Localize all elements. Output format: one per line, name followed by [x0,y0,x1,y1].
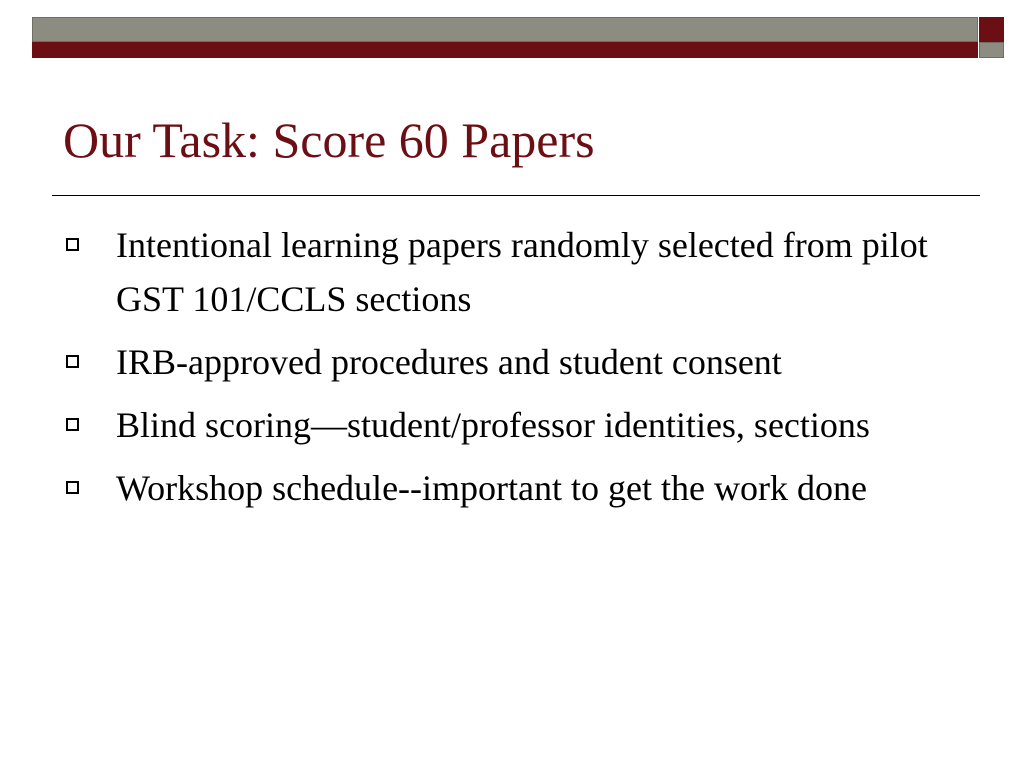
slide-title: Our Task: Score 60 Papers [63,112,595,168]
bullet-text: Workshop schedule--important to get the work done [116,468,867,508]
bullet-item [66,335,966,389]
header-corner-gray-square [979,42,1004,58]
header-band-gray [32,17,978,42]
bullet-item [66,461,966,515]
header-corner-red-square [979,17,1004,42]
hollow-square-bullet-icon [66,355,79,368]
title-divider [52,195,980,196]
bullet-item [66,218,966,326]
bullet-text: Blind scoring—student/professor identities, sections [116,405,870,445]
bullet-list [66,218,966,524]
hollow-square-bullet-icon [66,238,79,251]
bullet-text: Intentional learning papers randomly selected from pilot GST 101/CCLS sections [116,225,928,319]
bullet-item [66,398,966,452]
hollow-square-bullet-icon [66,418,79,431]
header-band-red [32,42,978,58]
hollow-square-bullet-icon [66,481,79,494]
bullet-text: IRB-approved procedures and student consent [116,342,782,382]
